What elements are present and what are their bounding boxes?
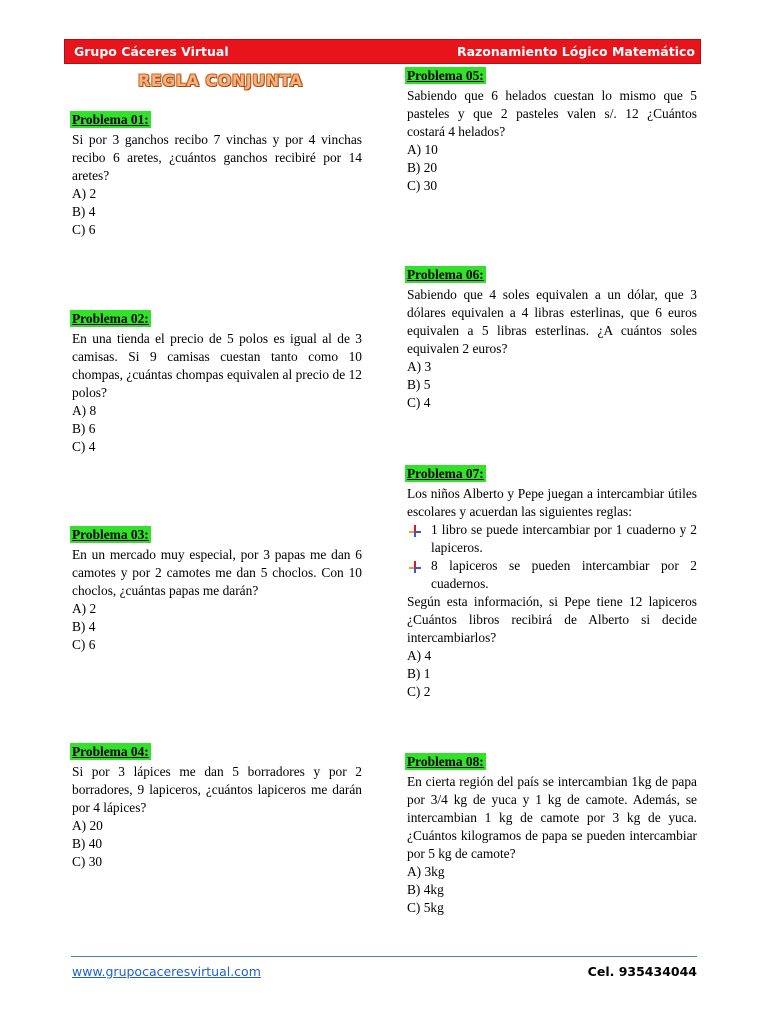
problem-text: En cierta región del país se intercambian 1kg de papa por 3/4 kg de yuca y 1 kg de camote. Además, se intercambian 1 kg de camote por 3 kg de yuca. ¿Cuántos kilogramos de papa se pueden intercambiar por 5 kg de camote? [407, 774, 697, 861]
option: A) 3kg [407, 864, 445, 879]
options-list [407, 358, 697, 412]
options-list [407, 647, 697, 701]
option: C) 6 [72, 637, 96, 652]
header-left-text: Grupo Cáceres Virtual [74, 44, 229, 59]
option: C) 4 [407, 395, 431, 410]
problem-label: Problema 06: [407, 267, 484, 282]
problem-question: Según esta información, si Pepe tiene 12 lapiceros ¿Cuántos libros recibirá de Alberto si decide intercambiarlos? [407, 594, 697, 645]
problem-text: Sabiendo que 4 soles equivalen a un dólar, que 3 dólares equivalen a 4 libras esterlinas, que 6 euros equivalen a 5 libras esterlinas. ¿A cuántos soles equivalen 2 euros? [407, 287, 697, 356]
arrow-bullet-icon [409, 561, 421, 573]
option: C) 30 [72, 854, 103, 869]
problem-label: Problema 01: [72, 112, 149, 127]
options-list [72, 817, 362, 871]
problem-label: Problema 05: [407, 68, 484, 83]
problem-label: Problema 04: [72, 744, 149, 759]
rule-text: 1 libro se puede intercambiar por 1 cuaderno y 2 lapiceros. [431, 522, 697, 555]
option: A) 8 [72, 403, 97, 418]
problem-03 [72, 526, 362, 654]
options-list [72, 600, 362, 654]
rule-text: 8 lapiceros se pueden intercambiar por 2 cuadernos. [431, 558, 697, 591]
footer-divider [71, 956, 697, 957]
problem-08 [407, 753, 697, 917]
option: A) 10 [407, 142, 438, 157]
problem-label: Problema 07: [407, 466, 484, 481]
website-link[interactable]: www.grupocaceresvirtual.com [72, 964, 261, 979]
problem-07 [407, 465, 697, 701]
option: B) 5 [407, 377, 431, 392]
option: B) 4 [72, 619, 96, 634]
option: C) 6 [72, 222, 96, 237]
problem-text: Sabiendo que 6 helados cuestan lo mismo que 5 pasteles y que 2 pasteles valen s/. 12 ¿Cuántos costará 4 helados? [407, 88, 697, 139]
option: A) 2 [72, 601, 97, 616]
document-title: REGLA CONJUNTA [138, 71, 303, 90]
option: A) 2 [72, 186, 97, 201]
option: C) 4 [72, 439, 96, 454]
option: C) 2 [407, 684, 431, 699]
problem-06 [407, 266, 697, 412]
problem-label: Problema 08: [407, 754, 484, 769]
options-list [72, 402, 362, 456]
problem-label: Problema 02: [72, 311, 149, 326]
problem-label: Problema 03: [72, 527, 149, 542]
rule-item [407, 557, 697, 593]
option: B) 40 [72, 836, 103, 851]
problem-intro: Los niños Alberto y Pepe juegan a intercambiar útiles escolares y acuerdan las siguientes reglas: [407, 486, 697, 519]
page-header [64, 39, 701, 64]
option: A) 20 [72, 818, 103, 833]
option: B) 4kg [407, 882, 444, 897]
problem-01 [72, 111, 362, 239]
problem-text: En un mercado muy especial, por 3 papas me dan 6 camotes y por 2 camotes me dan 5 choclos. Con 10 choclos, ¿cuántas papas me darán? [72, 547, 362, 598]
options-list [407, 141, 697, 195]
problem-02 [72, 310, 362, 456]
option: A) 4 [407, 648, 432, 663]
rules-list [407, 521, 697, 593]
problem-04 [72, 743, 362, 871]
option: B) 4 [72, 204, 96, 219]
header-right-text: Razonamiento Lógico Matemático [456, 44, 695, 59]
option: A) 3 [407, 359, 432, 374]
option: B) 6 [72, 421, 96, 436]
problem-05 [407, 67, 697, 195]
option: B) 1 [407, 666, 431, 681]
option: B) 20 [407, 160, 438, 175]
problem-text: Si por 3 lápices me dan 5 borradores y por 2 borradores, 9 lapiceros, ¿cuántos lapiceros me darán por 4 lápices? [72, 764, 362, 815]
phone-number: Cel. 935434044 [587, 964, 697, 979]
option: C) 5kg [407, 900, 444, 915]
options-list [72, 185, 362, 239]
options-list [407, 863, 697, 917]
arrow-bullet-icon [409, 525, 421, 537]
rule-item [407, 521, 697, 557]
problem-text: Si por 3 ganchos recibo 7 vinchas y por 4 vinchas recibo 6 aretes, ¿cuántos ganchos recibiré por 14 aretes? [72, 132, 362, 183]
problem-text: En una tienda el precio de 5 polos es igual al de 3 camisas. Si 9 camisas cuestan tanto como 10 chompas, ¿cuántas chompas equivalen al precio de 12 polos? [72, 331, 362, 400]
option: C) 30 [407, 178, 438, 193]
